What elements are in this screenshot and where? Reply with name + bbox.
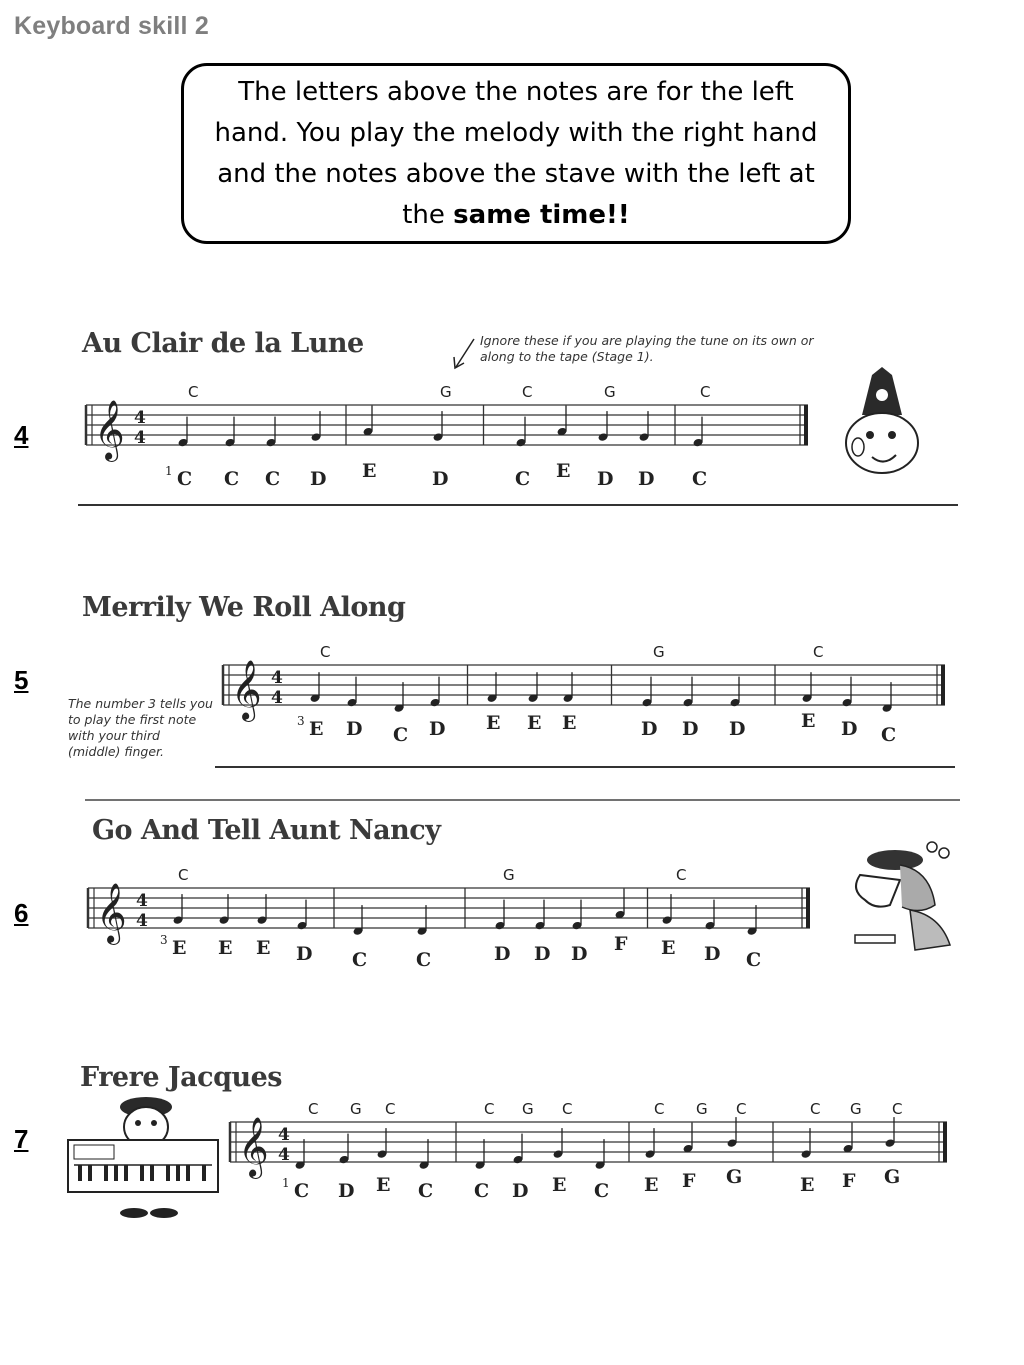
note-letter: E [661,937,676,959]
separator-rule-1 [78,500,968,510]
instruction-main: The letters above the notes are for the left hand. You play the melody with the right hand and the notes above the stave with the left at the [214,76,818,230]
chord-label: G [604,383,616,401]
page-title: Keyboard skill 2 [14,12,209,40]
note-letter: D [429,718,446,740]
note-letter: D [638,468,655,490]
note-letter: C [177,468,193,490]
time-sig-bottom: 4 [134,428,146,448]
note-letter: C [416,949,432,971]
note-letter: E [801,710,816,732]
chord-label: G [653,643,665,661]
staff-aunt-nancy [80,863,820,978]
note-letter: C [418,1180,434,1202]
finger-three-note: The number 3 tells you to play the first note with your third (middle) finger. [68,696,213,759]
instruction-emphasis: same time!! [453,199,630,230]
note-letter: F [614,933,628,955]
separator-rule-2 [215,762,960,772]
note-letter: G [884,1166,901,1188]
note-letter: D [338,1180,355,1202]
note-letter: D [310,468,327,490]
note-letter: D [296,943,313,965]
finger-number: 3 [297,714,305,728]
time-sig-bottom: 4 [136,911,148,931]
note-letter: F [842,1170,856,1192]
staff-lines [86,405,808,445]
note-letter: D [704,943,721,965]
finger-number: 3 [160,933,168,947]
note-letter: C [393,724,409,746]
finger-number: 1 [282,1176,290,1190]
note-letter: C [746,949,762,971]
note-letter: C [881,724,897,746]
chord-label: C [188,383,199,401]
separator-rule-3 [85,795,965,805]
note-letter: E [376,1174,391,1196]
treble-clef: 𝄞 [238,1117,269,1177]
staff-merrily [215,635,960,775]
note-letter: D [571,943,588,965]
treble-clef: 𝄞 [231,660,262,720]
note-letter: D [682,718,699,740]
note-letter: E [218,937,233,959]
chord-label: C [562,1100,573,1118]
chord-label: C [308,1100,319,1118]
note-letter: D [512,1180,529,1202]
instruction-box [181,63,851,244]
note-letter: D [494,943,511,965]
policeman-cartoon [832,365,927,480]
note-letter: C [294,1180,310,1202]
note-letter: C [515,468,531,490]
song-title-frere-jacques: Frere Jacques [80,1062,282,1093]
note-letter: F [682,1170,696,1192]
staff-frere-jacques [222,1092,957,1212]
note-letter: D [597,468,614,490]
chord-label: C [676,866,687,884]
note-letter: C [224,468,240,490]
note-letter: D [432,468,449,490]
aunt-nancy-cartoon [840,835,960,960]
song-title-aunt-nancy: Go And Tell Aunt Nancy [92,815,441,846]
chord-label: G [503,866,515,884]
note-letter: C [474,1180,490,1202]
exercise-number-7: 7 [14,1124,29,1154]
time-sig-top: 4 [136,891,148,911]
chord-label: C [700,383,711,401]
ignore-chords-note: Ignore these if you are playing the tune on its own or along to the tape (Stage 1). [480,333,814,364]
time-sig-top: 4 [134,408,146,428]
note-letter: C [352,949,368,971]
time-sig-bottom: 4 [278,1145,290,1165]
chord-label: C [385,1100,396,1118]
exercise-number-4: 4 [14,420,29,450]
chord-label: C [813,643,824,661]
staff-lines [230,1122,947,1162]
chord-label: C [654,1100,665,1118]
note-letter: E [552,1174,567,1196]
chord-label: C [810,1100,821,1118]
note-letter: D [729,718,746,740]
note-letter: E [362,460,377,482]
chord-label: C [736,1100,747,1118]
note-letter: D [641,718,658,740]
time-sig-bottom: 4 [271,688,283,708]
note-letter: D [534,943,551,965]
chord-label: G [850,1100,862,1118]
note-letter: C [692,468,708,490]
chord-label: C [320,643,331,661]
chord-label: G [522,1100,534,1118]
finger-number: 1 [165,464,173,478]
song-title-au-clair: Au Clair de la Lune [82,328,364,359]
treble-clef: 𝄞 [96,883,127,943]
note-letter: D [346,718,363,740]
note-letter: E [486,712,501,734]
staff-lines [223,665,945,705]
note-letter: G [726,1166,743,1188]
note-letter: C [265,468,281,490]
treble-clef: 𝄞 [94,400,125,460]
note-letter: E [527,712,542,734]
chord-label: G [696,1100,708,1118]
chord-label: C [484,1100,495,1118]
note-letter: E [256,937,271,959]
time-sig-top: 4 [271,668,283,688]
note-letter: D [841,718,858,740]
note-letter: E [644,1174,659,1196]
instruction-text [210,72,822,236]
note-letter: E [309,718,324,740]
note-letter: E [800,1174,815,1196]
chord-label: G [350,1100,362,1118]
note-letter: E [172,937,187,959]
time-sig-top: 4 [278,1125,290,1145]
note-letter: C [594,1180,610,1202]
chord-label: C [178,866,189,884]
chord-label: C [522,383,533,401]
annotation-arrow [450,335,480,375]
note-letter: E [556,460,571,482]
chord-label: G [440,383,452,401]
keyboard-player-cartoon [64,1095,224,1220]
exercise-number-6: 6 [14,898,29,928]
chord-label: C [892,1100,903,1118]
song-title-merrily: Merrily We Roll Along [82,592,406,623]
exercise-number-5: 5 [14,665,29,695]
staff-lines [88,888,810,928]
note-letter: E [562,712,577,734]
